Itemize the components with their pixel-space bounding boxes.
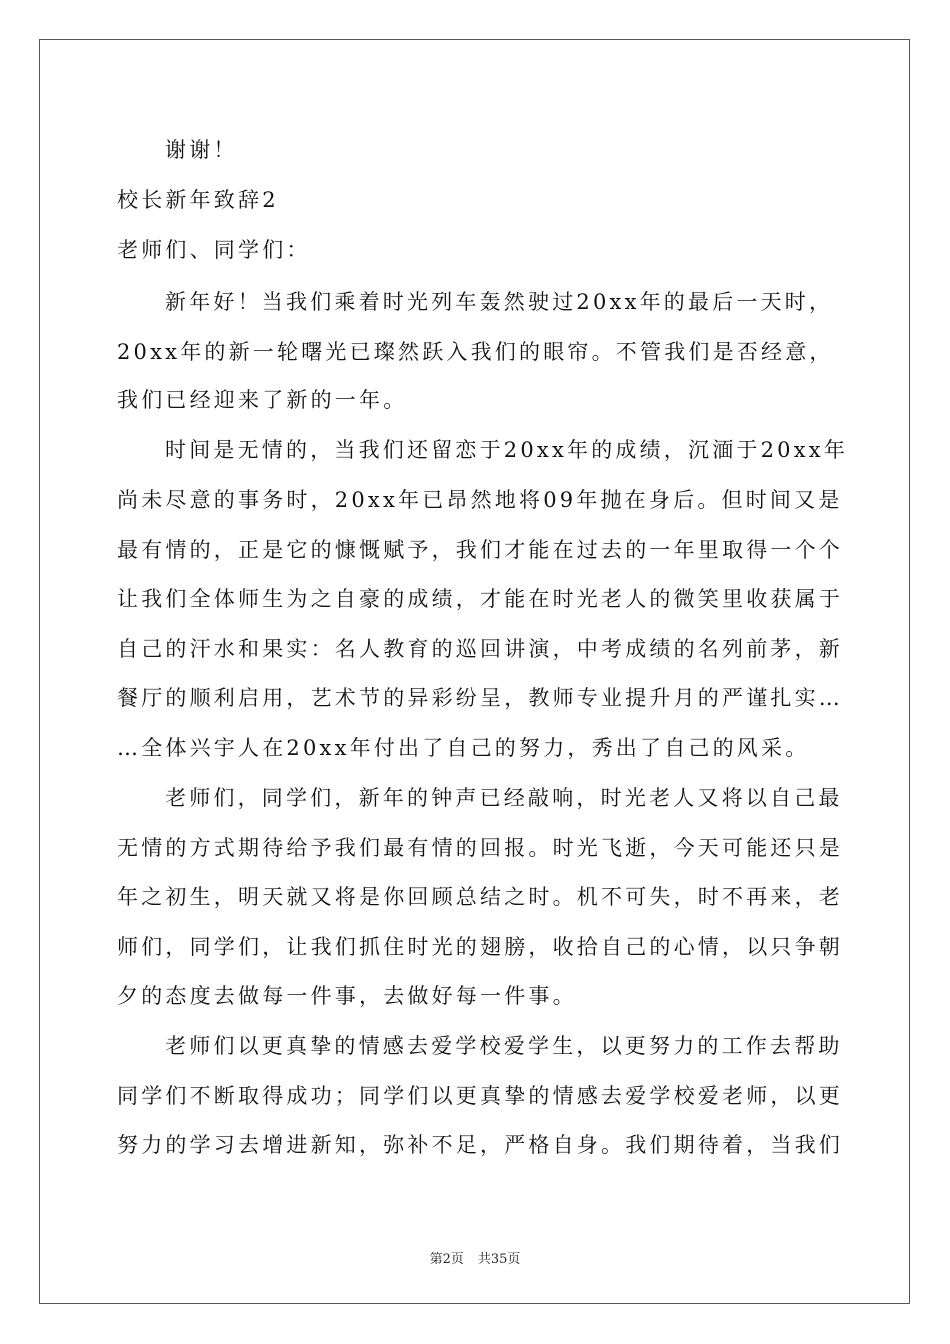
paragraph-line: 老师们，同学们，新年的钟声已经敲响，时光老人又将以自己最 bbox=[165, 786, 843, 810]
paragraph-line: 同学们不断取得成功；同学们以更真挚的情感去爱学校爱老师，以更 bbox=[117, 1084, 843, 1108]
paragraph-line: 年之初生，明天就又将是你回顾总结之时。机不可失，时不再来，老 bbox=[117, 885, 843, 909]
paragraph-line: 老师们以更真挚的情感去爱学校爱学生，以更努力的工作去帮助 bbox=[165, 1034, 843, 1058]
paragraph-line: 餐厅的顺利启用，艺术节的异彩纷呈，教师专业提升月的严谨扎实… bbox=[117, 686, 843, 710]
paragraph-line: …全体兴宇人在20xx年付出了自己的努力，秀出了自己的风采。 bbox=[117, 736, 810, 760]
page-footer bbox=[0, 1248, 950, 1267]
paragraph-line: 尚未尽意的事务时，20xx年已昂然地将09年抛在身后。但时间又是 bbox=[117, 488, 843, 512]
paragraph-line: 夕的态度去做每一件事，去做好每一件事。 bbox=[117, 984, 577, 1008]
paragraph-line: 最有情的，正是它的慷慨赋予，我们才能在过去的一年里取得一个个 bbox=[117, 538, 843, 562]
paragraph-line: 时间是无情的，当我们还留恋于20xx年的成绩，沉湎于20xx年 bbox=[165, 438, 849, 462]
page-total: 共35页 bbox=[477, 1252, 521, 1267]
paragraph-line: 无情的方式期待给予我们最有情的回报。时光飞逝，今天可能还只是 bbox=[117, 836, 843, 860]
section-title: 校长新年致辞2 bbox=[117, 188, 279, 212]
paragraph-line: 自己的汗水和果实：名人教育的巡回讲演，中考成绩的名列前茅，新 bbox=[117, 637, 843, 661]
page-number: 第2页 bbox=[429, 1252, 464, 1267]
paragraph-line: 让我们全体师生为之自豪的成绩，才能在时光老人的微笑里收获属于 bbox=[117, 587, 843, 611]
salutation: 老师们、同学们： bbox=[117, 238, 311, 262]
paragraph-line: 新年好！当我们乘着时光列车轰然驶过20xx年的最后一天时， bbox=[165, 290, 834, 314]
paragraph-line: 我们已经迎来了新的一年。 bbox=[117, 388, 408, 412]
paragraph-line: 师们，同学们，让我们抓住时光的翅膀，收拾自己的心情，以只争朝 bbox=[117, 935, 843, 959]
paragraph-line: 20xx年的新一轮曙光已璨然跃入我们的眼帘。不管我们是否经意， bbox=[117, 340, 834, 364]
paragraph-line: 努力的学习去增进新知，弥补不足，严格自身。我们期待着，当我们 bbox=[117, 1133, 843, 1157]
page-frame bbox=[39, 39, 910, 1304]
closing-thanks: 谢谢！ bbox=[165, 138, 238, 162]
